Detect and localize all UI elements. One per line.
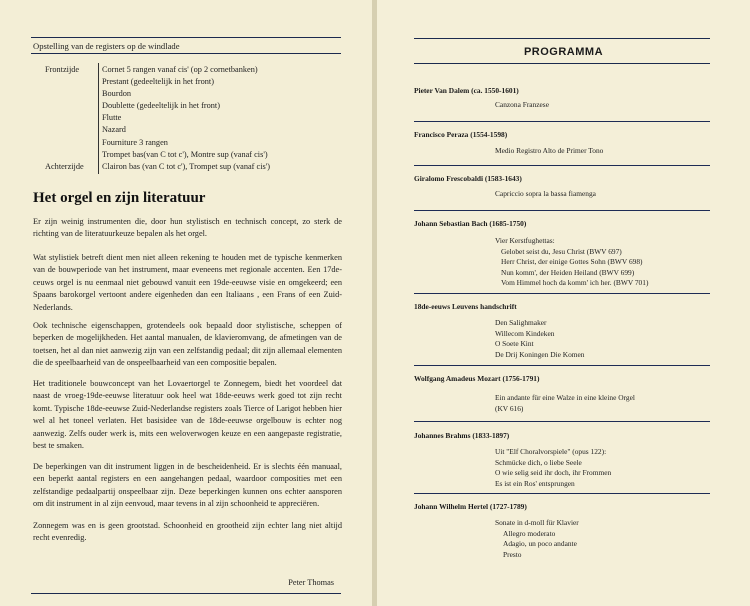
- section-title: Het orgel en zijn literatuur: [33, 190, 206, 206]
- composer-name: Giralomo Frescobaldi (1583-1643): [414, 174, 522, 183]
- paragraph-2: Wat stylistiek betreft dient men niet alleen rekening te houden met de typische kenmerken van de bouwperiode van het instrument, maar eveneens met regionale accenten. Een 17de-ceuws orgel is nu eenmaal niet gebouwd vanuit een 19de-eeuwse visie en omgekeerd; een Spaans barokorgel vertoont andere eigenheden dan een Italiaans , een Frans of een Zuid-Nederlands.: [33, 253, 342, 312]
- work-title: Uit "Elf Choralvorspiele" (opus 122):: [495, 447, 607, 456]
- work-list: [495, 236, 648, 289]
- register-bar: [98, 160, 99, 174]
- register-side: Achterzijde: [45, 161, 84, 171]
- paragraph-5: De beperkingen van dit instrument liggen in de bescheidenheid. Er is slechts één manuaal, een beperkt aantal registers en een aangehangen pedaal, waardoor composities met een zelfstandige pedaalpartij onspeelbaar zijn. Deze beperkingen kunnen ons echter aansporen om dit instrument in al zijn eenvoud, maar tevens in al zijn schoonheid te appreciëren.: [33, 462, 342, 509]
- register-name: Flutte: [102, 113, 122, 123]
- work-list: [495, 146, 603, 157]
- work-list: [495, 100, 549, 111]
- top-rule-left: [31, 37, 341, 38]
- composer-name: 18de-eeuws Leuvens handschrift: [414, 302, 517, 311]
- work-title: Schmücke dich, o liebe Seele: [495, 457, 582, 467]
- work-title: Canzona Franzese: [495, 100, 549, 109]
- register-name: Cornet 5 rangen vanaf cis' (op 2 cornetbanken): [102, 65, 258, 74]
- work-title: Willecom Kindeken: [495, 328, 555, 338]
- work-list: [495, 518, 579, 560]
- work-title: O wie selig seid ihr doch, ihr Frommen: [495, 468, 612, 478]
- registers-heading-rule: [31, 53, 341, 54]
- composer-name: Johannes Brahms (1833-1897): [414, 431, 510, 440]
- paragraph-6: Zonnegem was en is geen grootstad. Schoonheid en grootheid zijn echter lang niet altijd recht evenredig.: [33, 521, 342, 543]
- work-list: [495, 393, 635, 414]
- program-separator: [414, 165, 710, 166]
- work-list: [495, 189, 596, 200]
- work-title: Vier Kerstfughettas:: [495, 236, 555, 245]
- program-title: PROGRAMMA: [523, 46, 604, 58]
- work-list: [495, 318, 585, 360]
- registers-heading: Opstelling van de registers op de windlade: [33, 41, 180, 51]
- bottom-rule-left: [31, 593, 341, 594]
- composer-name: Pieter Van Dalem (ca. 1550-1601): [414, 86, 519, 95]
- work-title: Herr Christ, der einige Gottes Sohn (BWV 698): [501, 257, 643, 267]
- composer-name: Johann Wilhelm Hertel (1727-1789): [414, 502, 527, 511]
- program-separator: [414, 293, 710, 294]
- work-title: (KV 616): [495, 403, 524, 413]
- work-title: Es ist ein Ros' entsprungen: [495, 478, 575, 488]
- register-name: Doublette (gedeeltelijk in het front): [102, 101, 220, 111]
- paragraph-1: Er zijn weinig instrumenten die, door hun stylistisch en technisch concept, zo sterk de richting van de literatuurkeuze bepalen als het orgel.: [33, 217, 342, 239]
- work-title: O Soete Kint: [495, 339, 534, 349]
- work-title: Adagio, un poco andante: [503, 539, 577, 549]
- register-side: Frontzijde: [45, 65, 80, 74]
- top-rule-right: [414, 38, 710, 39]
- paragraph-3: Ook technische eigenschappen, grotendeels ook bepaald door stylistische, scheppen of beperken de mogelijkheden. Het aantal manualen, de klavieromvang, de afmetingen van de toetsen, het al dan niet aanwezig zijn van een zelfstandig pedaal; dit zijn allemaal elementen die de speelbaarheid van de onspeelbaarheid van een compositie bepalen.: [33, 321, 342, 368]
- program-separator: [414, 121, 710, 122]
- work-title: Ein andante für eine Walze in eine kleine Orgel: [495, 393, 635, 402]
- program-title-rule: [414, 63, 710, 64]
- register-name: Fourniture 3 rangen: [102, 137, 168, 147]
- work-title: Den Salighmaker: [495, 318, 547, 327]
- composer-name: Wolfgang Amadeus Mozart (1756-1791): [414, 374, 540, 383]
- work-title: Nun komm', der Heiden Heiland (BWV 699): [501, 267, 635, 277]
- work-title: Capriccio sopra la bassa fiamenga: [495, 189, 596, 198]
- register-name: Nazard: [102, 125, 126, 135]
- work-title: Sonate in d-moll für Klavier: [495, 518, 579, 527]
- register-name: Trompet bas(van C tot c'), Montre sup (vanaf cis'): [102, 149, 268, 159]
- paragraph-4: Het traditionele bouwconcept van het Lovaertorgel te Zonnegem, biedt het voordeel dat naast de vroeg-19de-eeuwse literatuur ook heel wat 18de-eeuws werk goed tot zijn recht komt. Typische 18de-eeuwse Zuid-Nederlandse registers zoals Tierce of Larigot hebben hier wel al het toneel verlaten. Het basisidee van de 18de-eeuwse orgelbouw is echter nog aanwezig. Zelfs ouder werk is, mits een weloverwogen keuze en een aangepaste registratie, best te smaken.: [33, 379, 342, 451]
- work-title: Allegro moderato: [503, 528, 556, 538]
- program-separator: [414, 421, 710, 422]
- work-title: Medio Registro Alto de Primer Tono: [495, 146, 604, 155]
- program-separator: [414, 493, 710, 494]
- work-title: Gelobet seist du, Jesu Christ (BWV 697): [501, 246, 622, 256]
- work-title: Vom Himmel hoch da komm' ich her. (BWV 701): [501, 278, 649, 288]
- program-separator: [414, 210, 710, 211]
- register-name: Bourdon: [102, 89, 132, 99]
- work-list: [495, 447, 611, 489]
- composer-name: Francisco Peraza (1554-1598): [414, 130, 508, 139]
- work-title: De Drij Koningen Die Komen: [495, 349, 585, 359]
- register-name: Clairon bas (van C tot c'), Trompet sup (vanaf cis'): [102, 161, 270, 171]
- work-title: Presto: [503, 549, 522, 559]
- program-separator: [414, 365, 710, 366]
- author-signature: Peter Thomas: [288, 578, 334, 587]
- composer-name: Johann Sebastian Bach (1685-1750): [414, 219, 527, 228]
- register-name: Prestant (gedeeltelijk in het front): [102, 77, 214, 87]
